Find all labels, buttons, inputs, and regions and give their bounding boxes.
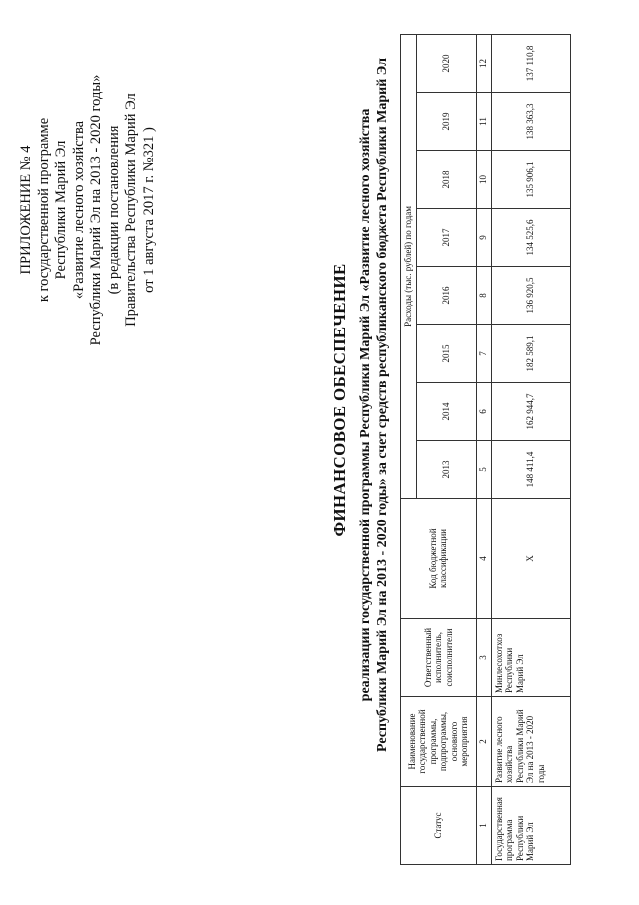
document-title: ФИНАНСОВОЕ ОБЕСПЕЧЕНИЕ — [330, 263, 349, 537]
column-number-row — [476, 34, 491, 864]
cell-value: 137 110,8 — [491, 34, 570, 92]
header-name: Наименование государственной программы, подпрограммы, основного мероприятия — [401, 697, 477, 787]
column-number: 7 — [476, 325, 491, 383]
appendix-line: Правительства Республики Марий Эл — [123, 93, 139, 327]
cell-value: 136 920,5 — [491, 267, 570, 325]
header-code: Код бюджетной классификации — [401, 499, 477, 619]
subtitle-line-1: реализации государственной программы Республики Марий Эл «Развитие лесного хозяйства — [358, 108, 373, 702]
cell-executor: Минлесохотхоз Республики Марий Эл — [491, 619, 570, 697]
cell-name: Развитие лесного хозяйства Республики Марий Эл на 2013 - 2020 годы — [491, 697, 570, 787]
table-row — [491, 34, 570, 864]
column-number: 5 — [476, 441, 491, 499]
column-number: 8 — [476, 267, 491, 325]
cell-value: 148 411,4 — [491, 441, 570, 499]
header-year: 2020 — [416, 34, 476, 92]
appendix-line: ПРИЛОЖЕНИЕ № 4 — [18, 145, 34, 275]
column-number: 12 — [476, 34, 491, 92]
header-year: 2019 — [416, 93, 476, 151]
header-year: 2014 — [416, 383, 476, 441]
document-subtitle — [357, 0, 391, 835]
appendix-line: от 1 августа 2017 г. №321 ) — [140, 127, 157, 293]
column-number: 11 — [476, 93, 491, 151]
subtitle-line-2: Республики Марий Эл на 2013 - 2020 годы» за счет средств республиканского бюджета Республики Марий Эл — [375, 58, 390, 752]
cell-value: 162 944,7 — [491, 383, 570, 441]
financing-table — [400, 34, 571, 865]
cell-code: Х — [491, 499, 570, 619]
header-year: 2015 — [416, 325, 476, 383]
column-number: 3 — [476, 619, 491, 697]
header-year: 2017 — [416, 209, 476, 267]
appendix-line: Республики Марий Эл на 2013 - 2020 годы» — [88, 74, 104, 346]
appendix-line: «Развитие лесного хозяйства — [70, 120, 87, 300]
cell-value: 134 525,6 — [491, 209, 570, 267]
cell-status: Государственная программа Республики Марий Эл — [491, 787, 570, 865]
header-status: Статус — [401, 787, 477, 865]
cell-value: 182 589,1 — [491, 325, 570, 383]
appendix-line: (в редакции постановления — [105, 125, 122, 295]
header-year: 2018 — [416, 151, 476, 209]
column-number: 4 — [476, 499, 491, 619]
header-year: 2016 — [416, 267, 476, 325]
header-executor: Ответственный исполнитель, соисполнители — [401, 619, 477, 697]
appendix-header — [18, 55, 158, 365]
cell-value: 138 363,3 — [491, 93, 570, 151]
column-number: 9 — [476, 209, 491, 267]
appendix-line: Республики Марий Эл — [53, 140, 69, 280]
column-number: 2 — [476, 697, 491, 787]
appendix-line: к государственной программе — [35, 117, 52, 303]
header-expenses: Расходы (тыс. рублей) по годам — [401, 34, 417, 498]
column-number: 10 — [476, 151, 491, 209]
header-year: 2013 — [416, 441, 476, 499]
cell-value: 135 906,1 — [491, 151, 570, 209]
column-number: 6 — [476, 383, 491, 441]
column-number: 1 — [476, 787, 491, 865]
